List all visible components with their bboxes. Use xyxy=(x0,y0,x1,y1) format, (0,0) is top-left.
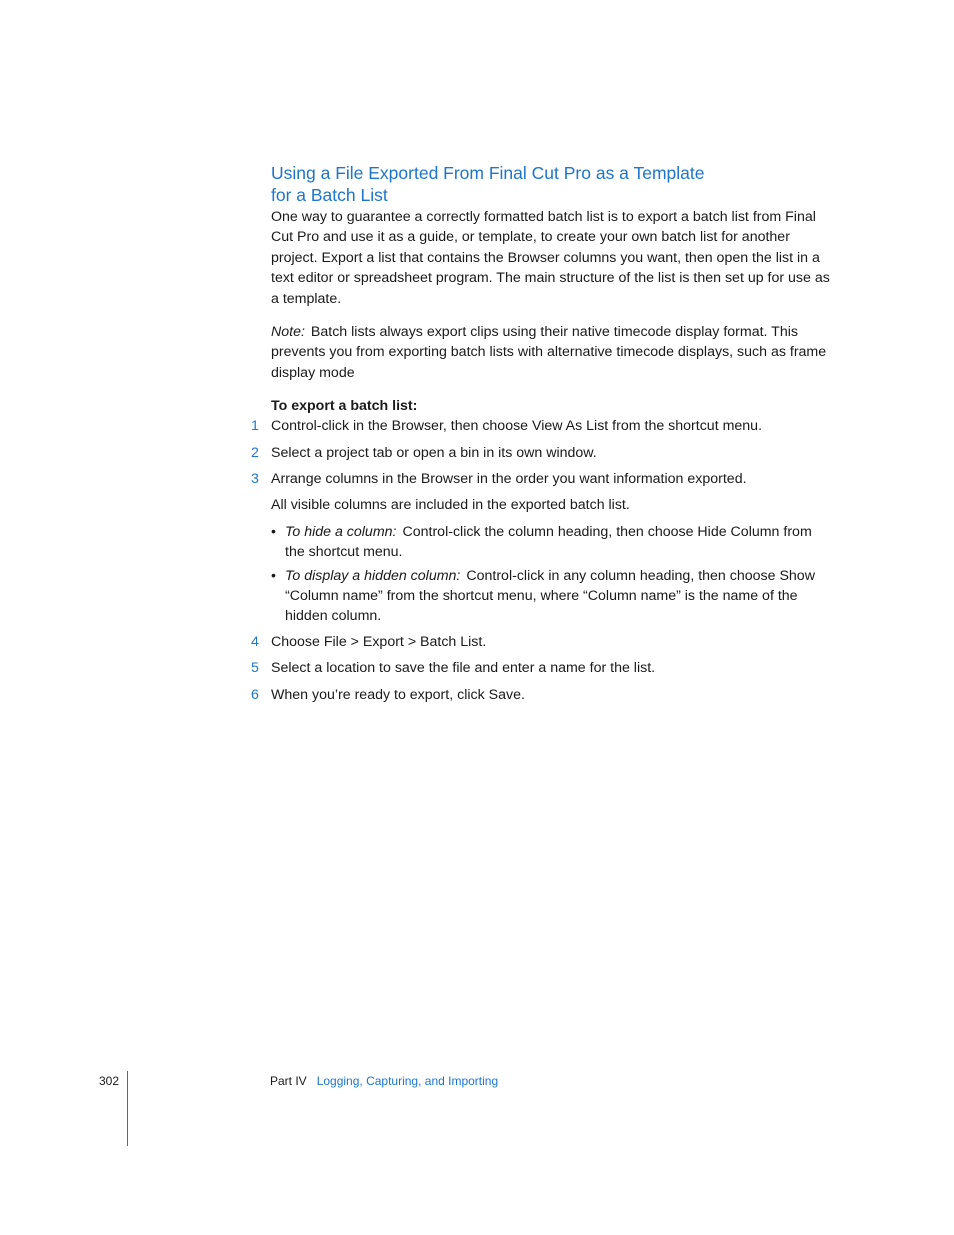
step-text: Select a project tab or open a bin in its own window. xyxy=(271,444,597,461)
bullet-text: Control-click in any column heading, then choose Show “Column name” from the shortcut menu, where “Column name” is the name of the hidden column. xyxy=(285,567,815,624)
steps-list xyxy=(251,416,831,705)
step-1 xyxy=(251,416,831,436)
step-3-details xyxy=(271,495,831,625)
step-number: 2 xyxy=(251,444,259,461)
bullet-text: Control-click the column heading, then choose Hide Column from the shortcut menu. xyxy=(285,523,812,560)
note-paragraph xyxy=(271,322,831,383)
section-heading-line2: for a Batch List xyxy=(271,185,388,205)
step-number: 6 xyxy=(251,686,259,703)
bullet-lead: To hide a column: xyxy=(285,523,397,540)
step-3 xyxy=(251,469,831,489)
step-5 xyxy=(251,658,831,678)
step-text: Control-click in the Browser, then choose View As List from the shortcut menu. xyxy=(271,418,763,435)
page-content xyxy=(251,162,831,711)
step-number: 3 xyxy=(251,471,259,488)
step-number: 5 xyxy=(251,660,259,677)
footer-part-info xyxy=(270,1073,498,1089)
note-label: Note: xyxy=(271,324,305,341)
step-number: 4 xyxy=(251,633,259,650)
bullet-icon: • xyxy=(271,523,276,540)
step-6 xyxy=(251,685,831,705)
bullet-hide-column xyxy=(271,522,831,562)
step-2 xyxy=(251,443,831,463)
task-heading: To export a batch list: xyxy=(271,398,418,415)
step-3-extra-text: All visible columns are included in the exported batch list. xyxy=(271,497,630,514)
step-text: Select a location to save the file and enter a name for the list. xyxy=(271,660,656,677)
bullet-lead: To display a hidden column: xyxy=(285,567,461,584)
step-text: Arrange columns in the Browser in the order you want information exported. xyxy=(271,471,747,488)
bullet-icon: • xyxy=(271,567,276,584)
page-number: 302 xyxy=(99,1074,120,1088)
footer-part-title: Logging, Capturing, and Importing xyxy=(316,1074,499,1088)
step-text: When you’re ready to export, click Save. xyxy=(271,686,525,703)
column-options-list xyxy=(271,522,831,626)
step-text: Choose File > Export > Batch List. xyxy=(271,633,487,650)
bullet-display-hidden-column xyxy=(271,566,831,626)
section-heading xyxy=(271,162,831,206)
note-text: Batch lists always export clips using their native timecode display format. This prevents you from exporting batch lists with alternative timecode displays, such as frame display mode xyxy=(271,324,827,381)
footer-part-label: Part IV xyxy=(270,1074,307,1088)
step-number: 1 xyxy=(251,418,259,435)
footer-divider xyxy=(127,1071,128,1146)
step-4 xyxy=(251,632,831,652)
intro-paragraph: One way to guarantee a correctly formatted batch list is to export a batch list from Final Cut Pro and use it as a guide, or template, to create your own batch list for another project. Export a list that contains the Browser columns you want, then open the list in a text editor or spreadsheet program. The main structure of the list is then set up for use as a template. xyxy=(271,209,830,307)
section-heading-line1: Using a File Exported From Final Cut Pro as a Template xyxy=(271,163,705,183)
